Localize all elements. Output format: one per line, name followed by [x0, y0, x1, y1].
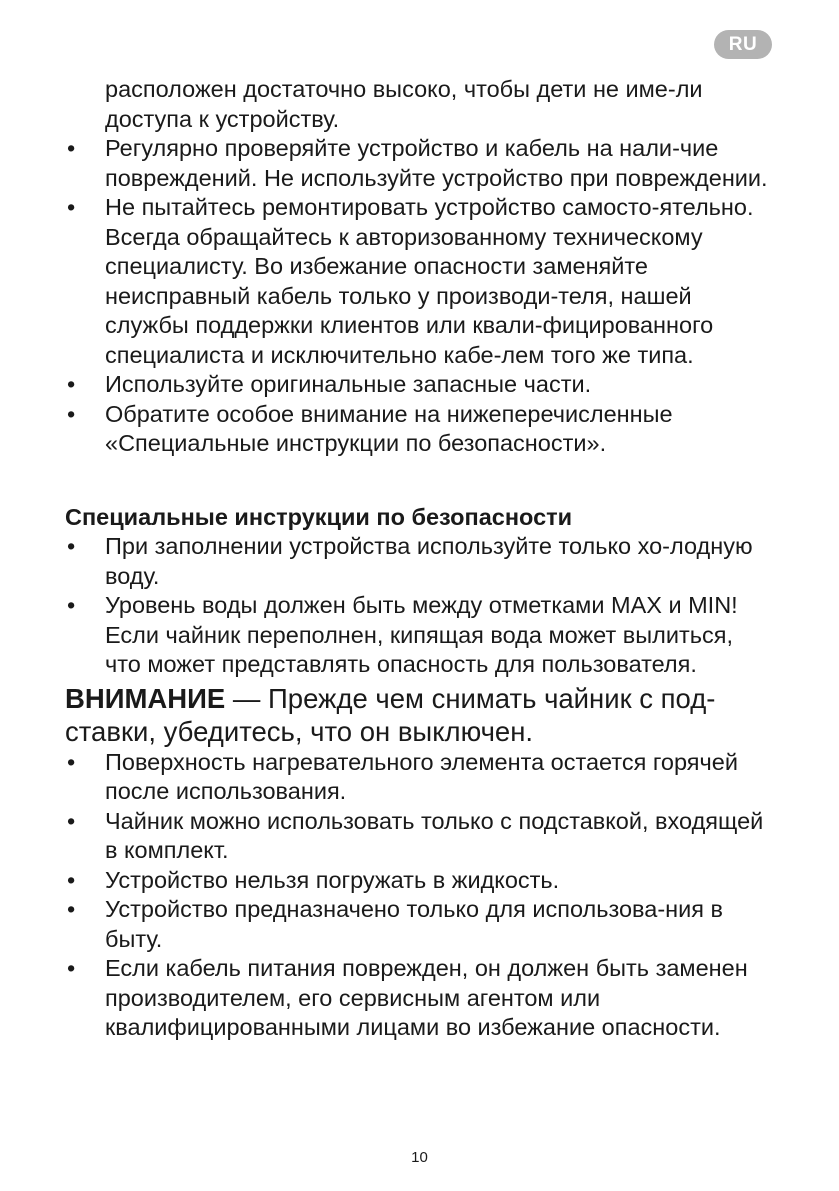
list-item: • Уровень воды должен быть между отметками MAX и MIN! Если чайник переполнен, кипящая вода может вылиться, что может представлять опасность для пользователя.	[65, 591, 775, 680]
list-item: • Используйте оригинальные запасные части.	[65, 370, 775, 400]
list-item: • Поверхность нагревательного элемента остается горячей после использования.	[65, 748, 775, 807]
page-number: 10	[411, 1149, 428, 1166]
list-item: • Устройство предназначено только для использова-ния в быту.	[65, 895, 775, 954]
language-badge: RU	[714, 30, 772, 59]
list-item: • Устройство нельзя погружать в жидкость.	[65, 866, 775, 896]
list-item: • Не пытайтесь ремонтировать устройство самосто-ятельно. Всегда обращайтесь к авторизованному техническому специалисту. Во избежание опасности заменяйте неисправный кабель только у производи-теля, нашей службы поддержки клиентов или квали-фицированного специалиста и исключительно кабе-лем того же типа.	[65, 193, 775, 370]
section-heading: Специальные инструкции по безопасности	[65, 503, 573, 530]
list-item: • Регулярно проверяйте устройство и кабель на нали-чие повреждений. Не используйте устройство при повреждении.	[65, 134, 775, 193]
list-item: • Если кабель питания поврежден, он должен быть заменен производителем, его сервисным агентом или квалифицированными лицами во избежание опасности.	[65, 954, 775, 1043]
list-item: • Обратите особое внимание на нижеперечисленные «Специальные инструкции по безопасности».	[65, 400, 775, 459]
list-item: • При заполнении устройства используйте только хо-лодную воду.	[65, 532, 775, 591]
list-item: • Чайник можно использовать только с подставкой, входящей в комплект.	[65, 807, 775, 866]
intro-continuation: расположен достаточно высоко, чтобы дети не име-ли доступа к устройству.	[105, 76, 703, 132]
warning-label: ВНИМАНИЕ	[65, 682, 226, 714]
warning-text: — Прежде чем снимать чайник с под-ставки, убедитесь, что он выключен.	[65, 682, 716, 747]
manual-page-content	[65, 75, 775, 1043]
warning-note	[65, 682, 775, 748]
